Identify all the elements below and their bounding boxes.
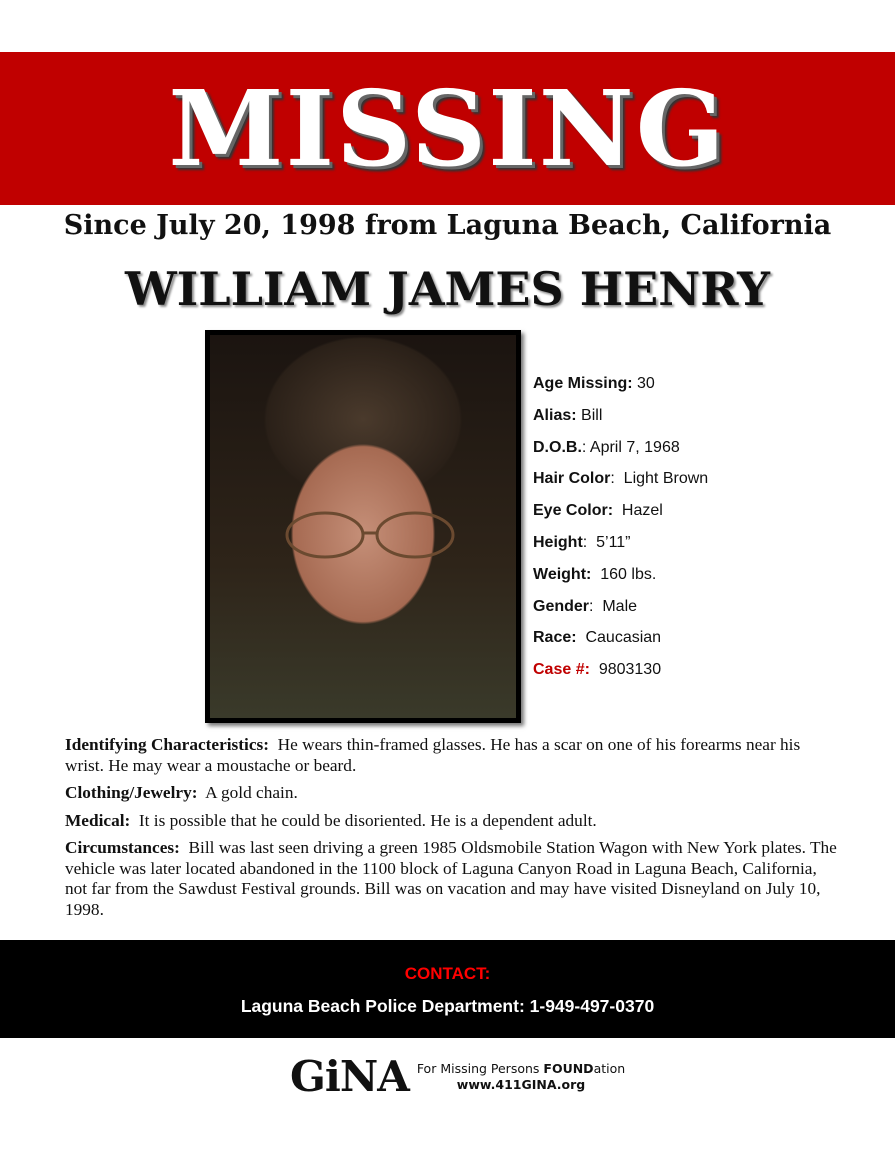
gina-brand: GiNA: [290, 1052, 409, 1101]
detail-race: Race: Caucasian: [533, 629, 662, 647]
detail-alias: Alias: Bill: [533, 406, 603, 424]
medical: Medical: It is possible that he could be disoriented. He is a dependent adult.: [65, 810, 597, 830]
contact-band: [0, 940, 895, 1038]
missing-banner: [0, 52, 895, 205]
contact-title: CONTACT:: [404, 964, 491, 983]
detail-height: Height: 5’11”: [533, 533, 631, 551]
glasses-icon: [280, 505, 460, 565]
clothing-jewelry: Clothing/Jewelry: A gold chain.: [65, 783, 298, 802]
circumstances: Circumstances: Bill was last seen driving a green 1985 Oldsmobile Station Wagon with New York plates. The vehicle was later located abandoned in the 1100 block of Laguna Canyon Road in Laguna Beach, California, not far from the Sawdust Festival grounds. Bill was on vacation and may have visited Disneyland on July 10, 1998.: [65, 838, 837, 919]
detail-case: Case #: 9803130: [533, 661, 662, 679]
identifying-characteristics: Identifying Characteristics: He wears thin-framed glasses. He has a scar on one of his forearms near his wrist. He may wear a moustache or beard.: [65, 735, 801, 775]
detail-eye: Eye Color: Hazel: [533, 502, 663, 520]
detail-age: Age Missing: 30: [533, 375, 655, 392]
person-details: [533, 368, 708, 686]
detail-weight: Weight: 160 lbs.: [533, 565, 657, 583]
description: [65, 735, 840, 927]
person-photo: [205, 330, 521, 723]
gina-logo: GiNA For Missing Persons FOUNDation www.411GINA.org: [290, 1052, 626, 1101]
contact-phone: Laguna Beach Police Department: 1-949-497-0370: [240, 996, 655, 1016]
missing-title: MISSING: [168, 67, 727, 190]
detail-hair: Hair Color: Light Brown: [533, 470, 709, 488]
missing-since: Since July 20, 1998 from Laguna Beach, California: [63, 210, 832, 241]
detail-dob: D.O.B.: April 7, 1968: [533, 438, 680, 456]
detail-gender: Gender: Male: [533, 597, 638, 615]
person-name: WILLIAM JAMES HENRY: [125, 262, 770, 316]
gina-url[interactable]: www.411GINA.org: [456, 1076, 586, 1092]
